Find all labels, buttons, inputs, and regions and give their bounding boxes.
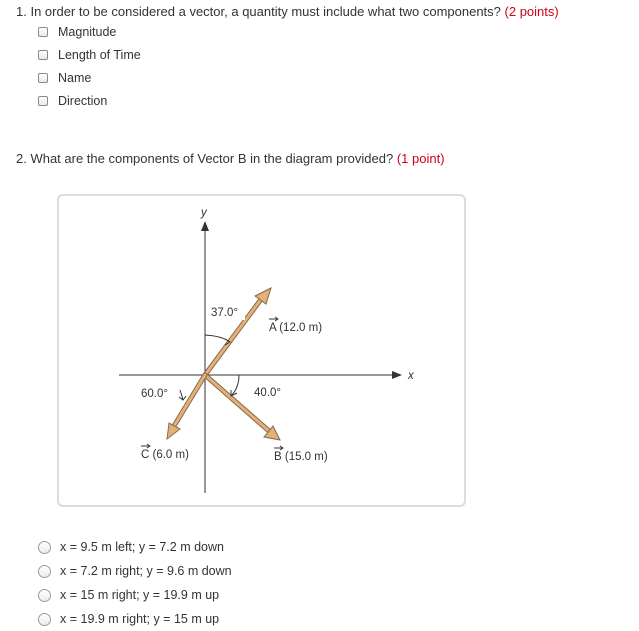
option-label: x = 19.9 m right; y = 15 m up	[60, 612, 220, 626]
question-1-title	[16, 4, 559, 19]
radio-button[interactable]	[38, 565, 51, 578]
question-2-text: 2. What are the components of Vector B in the diagram provided?	[16, 151, 394, 166]
vector-b-label: B (15.0 m)	[274, 451, 328, 463]
radio-button[interactable]	[38, 613, 51, 626]
vector-a-overarrow	[269, 317, 278, 321]
vector-c-overarrow	[141, 444, 150, 448]
angle-c-label: 60.0°	[141, 388, 168, 400]
q1-option-name[interactable]	[38, 69, 91, 87]
radio-button[interactable]	[38, 589, 51, 602]
q2-option-2[interactable]	[38, 562, 232, 580]
q2-option-3[interactable]	[38, 586, 219, 604]
option-label: Magnitude	[58, 25, 117, 39]
q1-option-length-of-time[interactable]	[38, 46, 141, 64]
vector-c-label: C (6.0 m)	[141, 449, 189, 461]
vector-b	[205, 375, 280, 440]
checkbox[interactable]	[38, 50, 48, 60]
vector-a-label: A (12.0 m)	[269, 322, 323, 334]
q2-option-4[interactable]	[38, 610, 219, 628]
checkbox[interactable]	[38, 73, 48, 83]
angle-a-arc	[205, 335, 230, 342]
radio-button[interactable]	[38, 541, 51, 554]
x-axis-label: x	[408, 370, 414, 382]
q1-option-magnitude[interactable]	[38, 23, 116, 41]
option-label: x = 9.5 m left; y = 7.2 m down	[60, 540, 224, 554]
question-1-points: (2 points)	[504, 4, 559, 19]
q2-option-1[interactable]	[38, 538, 224, 556]
vector-c-arrowhead	[167, 423, 180, 439]
option-label: Name	[58, 71, 92, 85]
option-label: Direction	[58, 94, 108, 108]
question-2-title	[16, 151, 445, 166]
vector-b-overarrow	[274, 446, 283, 450]
vector-diagram	[57, 194, 466, 507]
option-label: Length of Time	[58, 48, 141, 62]
question-2-points: (1 point)	[396, 151, 445, 166]
vector-c	[167, 375, 205, 439]
angle-b-arc	[231, 375, 239, 396]
checkbox[interactable]	[38, 96, 48, 106]
checkbox[interactable]	[38, 27, 48, 37]
vector-diagram-svg	[59, 196, 464, 505]
vector-a	[205, 288, 271, 375]
option-label: x = 7.2 m right; y = 9.6 m down	[60, 564, 232, 578]
q1-option-direction[interactable]	[38, 92, 107, 110]
y-axis-label: y	[201, 207, 207, 219]
option-label: x = 15 m right; y = 19.9 m up	[60, 588, 220, 602]
angle-a-label: 37.0°	[211, 307, 238, 319]
angle-b-label: 40.0°	[254, 387, 281, 399]
question-1-text: 1. In order to be considered a vector, a quantity must include what two components?	[16, 4, 501, 19]
